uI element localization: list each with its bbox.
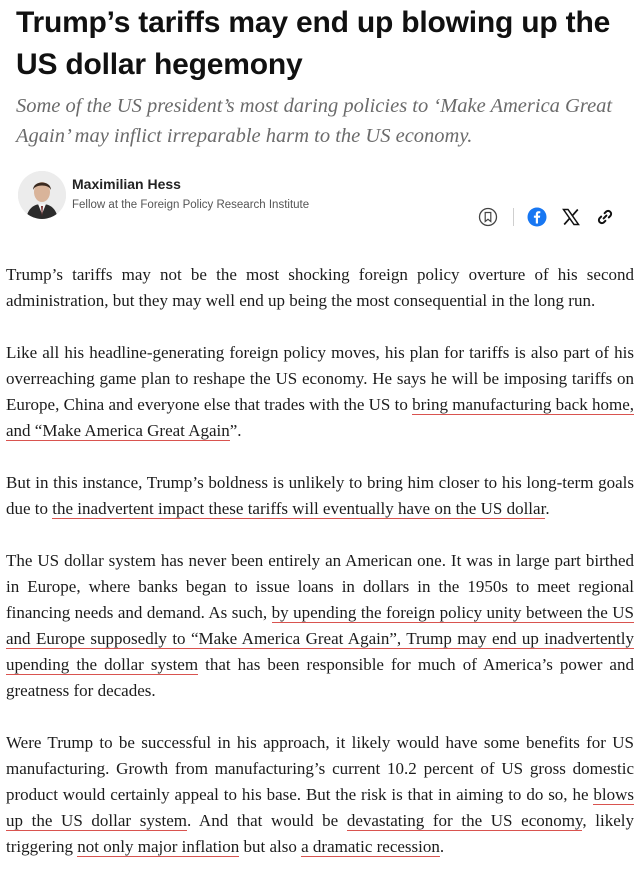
paragraph-text: The US dollar system has never been entirely an American one. It was in large part birthed in Europe, where banks began to issue loans in dollars in the 1950s to meet regional financing needs and demand. As such, xyxy=(6,551,634,622)
paragraph-text: But in this instance, Trump’s boldness is unlikely to bring him closer to his long-term goals due to xyxy=(6,473,634,518)
facebook-icon[interactable] xyxy=(526,206,548,228)
paragraph-text: Were Trump to be successful in his approach, it likely would have some benefits for US manufacturing. Growth from manufacturing’s current 10.2 percent of US gross domestic product would certainly appeal to his base. But the risk is that in aiming to do so, he xyxy=(6,733,634,804)
link-icon[interactable] xyxy=(594,206,616,228)
link-inadvertent-impact[interactable]: the inadvertent impact these tariffs will eventually have on the US dollar xyxy=(52,499,546,518)
paragraph-5 xyxy=(6,730,634,860)
paragraph-text: , likely triggering xyxy=(6,811,634,856)
link-dramatic-recession[interactable]: a dramatic recession xyxy=(301,837,440,856)
x-icon[interactable] xyxy=(560,206,582,228)
paragraph-text: . xyxy=(439,837,445,856)
article-body xyxy=(6,262,634,886)
share-bar xyxy=(477,205,616,229)
link-major-inflation[interactable]: not only major inflation xyxy=(77,837,240,856)
link-upending-dollar-system[interactable]: by upending the foreign policy unity between the US and Europe supposedly to “Make America Great Again”, Trump may end up inadvertently upending the dollar system xyxy=(6,603,635,674)
share-divider xyxy=(513,208,514,226)
paragraph-1 xyxy=(6,262,634,314)
paragraph-text: ”. xyxy=(229,421,242,440)
avatar[interactable] xyxy=(18,171,66,219)
paragraph-4 xyxy=(6,548,634,704)
link-blows-up-dollar-system[interactable]: blows up the US dollar system xyxy=(6,785,634,830)
paragraph-text: Like all his headline-generating foreign policy moves, his plan for tariffs is also part of his overreaching game plan to reshape the US economy. He says he will be imposing tariffs on Europe, China and everyone else that trades with the US to xyxy=(6,343,634,414)
article-title: Trump’s tariffs may end up blowing up the US dollar hegemony xyxy=(16,6,611,81)
paragraph-2 xyxy=(6,340,634,444)
paragraph-3 xyxy=(6,470,634,522)
paragraph-text: . xyxy=(545,499,550,518)
paragraph-text: that has been responsible for much of America’s power and greatness for decades. xyxy=(6,655,634,700)
author-role: Fellow at the Foreign Policy Research Institute xyxy=(72,199,310,211)
paragraph-text: . And that would be xyxy=(186,811,347,830)
bookmark-icon[interactable] xyxy=(477,206,499,228)
paragraph-text: Trump’s tariffs may not be the most shocking foreign policy overture of his second administration, but they may well end up being the most consequential in the long run. xyxy=(6,265,634,310)
byline xyxy=(18,171,622,231)
link-bring-manufacturing-home[interactable]: bring manufacturing back home, and “Make America Great Again xyxy=(6,395,635,440)
paragraph-text: but also xyxy=(239,837,302,856)
article-subtitle: Some of the US president’s most daring policies to ‘Make America Great Again’ may inflict irreparable harm to the US economy. xyxy=(16,95,613,147)
link-devastating-economy[interactable]: devastating for the US economy xyxy=(346,811,583,830)
author-name[interactable]: Maximilian Hess xyxy=(72,176,181,192)
